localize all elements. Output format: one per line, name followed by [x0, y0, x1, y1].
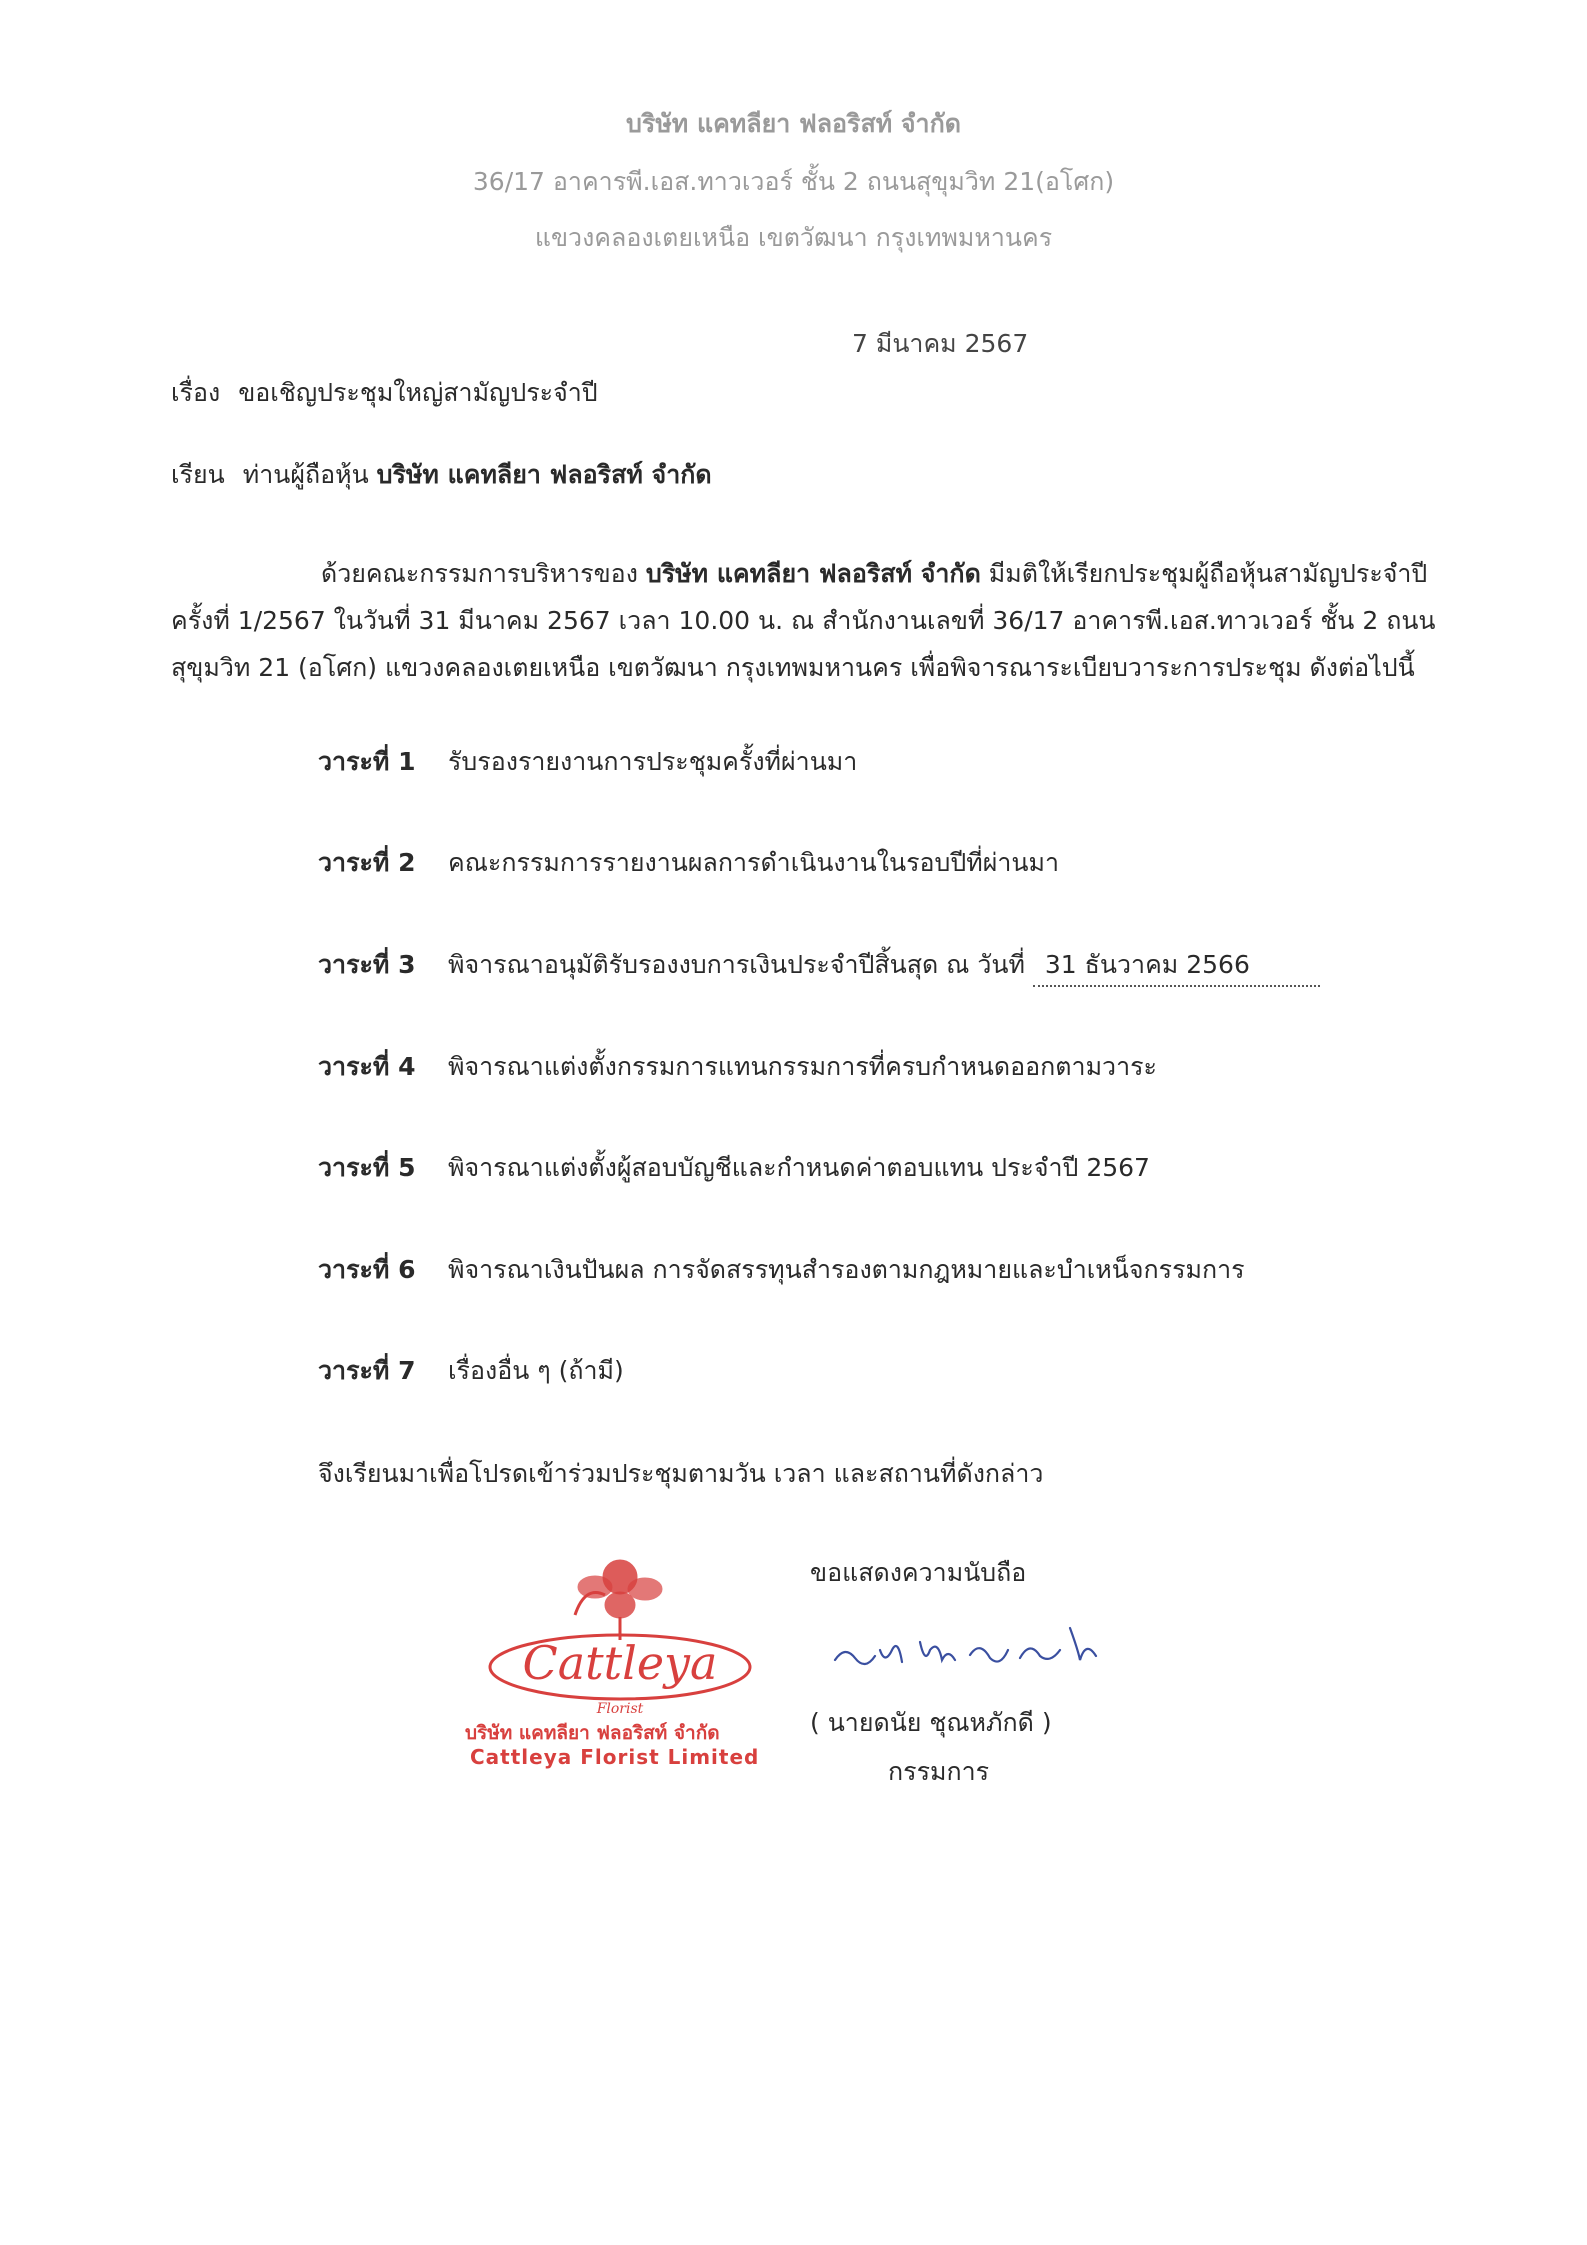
agenda-number: วาระที่ 7 [318, 1356, 416, 1385]
signatory-position: กรรมการ [888, 1757, 990, 1786]
agenda-number: วาระที่ 3 [318, 950, 416, 979]
agenda-text: พิจารณาอนุมัติรับรองงบการเงินประจำปีสิ้นสุด ณ วันที่ [448, 950, 1025, 979]
agenda-text: พิจารณาเงินปันผล การจัดสรรทุนสำรองตามกฎหมายและบำเหน็จกรรมการ [448, 1255, 1245, 1284]
letterhead-address-line2: แขวงคลองเตยเหนือ เขตวัฒนา กรุงเทพมหานคร [534, 223, 1053, 252]
agenda-fill-in-date: 31 ธันวาคม 2566 [1033, 945, 1320, 987]
agenda-item-6 [318, 1250, 1245, 1290]
orchid-logo-icon [455, 1545, 785, 1720]
stamp-company-th: บริษัท แคทลียา ฟลอริสท์ จำกัด [465, 1722, 720, 1744]
signatory-name: ( นายดนัย ชุณหภักดี ) [810, 1708, 1052, 1737]
stamp-company-en: Cattleya Florist Limited [470, 1745, 760, 1769]
handwritten-signature [830, 1620, 1130, 1680]
agenda-item-2 [318, 843, 1059, 883]
agenda-text: คณะกรรมการรายงานผลการดำเนินงานในรอบปีที่ผ่านมา [448, 848, 1060, 877]
agenda-number: วาระที่ 2 [318, 848, 416, 877]
recipient-text: ท่านผู้ถือหุ้น [242, 460, 369, 489]
letterhead-company: บริษัท แคทลียา ฟลอริสท์ จำกัด [626, 109, 961, 138]
agenda-number: วาระที่ 6 [318, 1255, 416, 1284]
body-line-2: ครั้งที่ 1/2567 ในวันที่ 31 มีนาคม 2567 เวลา 10.00 น. ณ สำนักงานเลขที่ 36/17 อาคารพี.เอส.ทาวเวอร์ ชั้น 2 ถนน [171, 606, 1436, 635]
agenda-item-4 [318, 1047, 1157, 1087]
subject-line [171, 373, 598, 413]
letter-date: 7 มีนาคม 2567 [852, 329, 1029, 358]
body-line1-pre: ด้วยคณะกรรมการบริหารของ [321, 559, 638, 588]
subject-text: ขอเชิญประชุมใหญ่สามัญประจำปี [238, 378, 598, 407]
recipient-label: เรียน [171, 460, 225, 489]
agenda-text: รับรองรายงานการประชุมครั้งที่ผ่านมา [448, 747, 858, 776]
agenda-number: วาระที่ 1 [318, 747, 416, 776]
letterhead-address-line1: 36/17 อาคารพี.เอส.ทาวเวอร์ ชั้น 2 ถนนสุขุมวิท 21(อโศก) [472, 167, 1115, 196]
agenda-item-3 [318, 945, 1320, 987]
subject-label: เรื่อง [171, 378, 221, 407]
closing-sentence: จึงเรียนมาเพื่อโปรดเข้าร่วมประชุมตามวัน เวลา และสถานที่ดังกล่าว [318, 1459, 1044, 1488]
agenda-text: พิจารณาแต่งตั้งกรรมการแทนกรรมการที่ครบกำหนดออกตามวาระ [448, 1052, 1157, 1081]
stamp-logo-text: Cattleya [522, 1636, 718, 1690]
agenda-item-7 [318, 1351, 624, 1391]
body-line1-post: มีมติให้เรียกประชุมผู้ถือหุ้นสามัญประจำปี [988, 559, 1428, 588]
body-line-1 [171, 550, 1506, 597]
agenda-text: เรื่องอื่น ๆ (ถ้ามี) [448, 1356, 624, 1385]
signoff-regards: ขอแสดงความนับถือ [810, 1558, 1027, 1587]
agenda-text: พิจารณาแต่งตั้งผู้สอบบัญชีและกำหนดค่าตอบแทน ประจำปี 2567 [448, 1153, 1150, 1182]
agenda-number: วาระที่ 5 [318, 1153, 416, 1182]
stamp-logo-sub: Florist [596, 1701, 644, 1717]
recipient-line [171, 455, 712, 495]
body-line1-company: บริษัท แคทลียา ฟลอริสท์ จำกัด [645, 559, 981, 588]
company-stamp [455, 1545, 785, 1775]
recipient-company: บริษัท แคทลียา ฟลอริสท์ จำกัด [376, 460, 712, 489]
body-line-3: สุขุมวิท 21 (อโศก) แขวงคลองเตยเหนือ เขตวัฒนา กรุงเทพมหานคร เพื่อพิจารณาระเบียบวาระการประชุม ดังต่อไปนี้ [171, 653, 1415, 682]
agenda-item-1 [318, 742, 857, 782]
agenda-item-5 [318, 1148, 1150, 1188]
body-paragraph [171, 550, 1506, 691]
agenda-number: วาระที่ 4 [318, 1052, 416, 1081]
